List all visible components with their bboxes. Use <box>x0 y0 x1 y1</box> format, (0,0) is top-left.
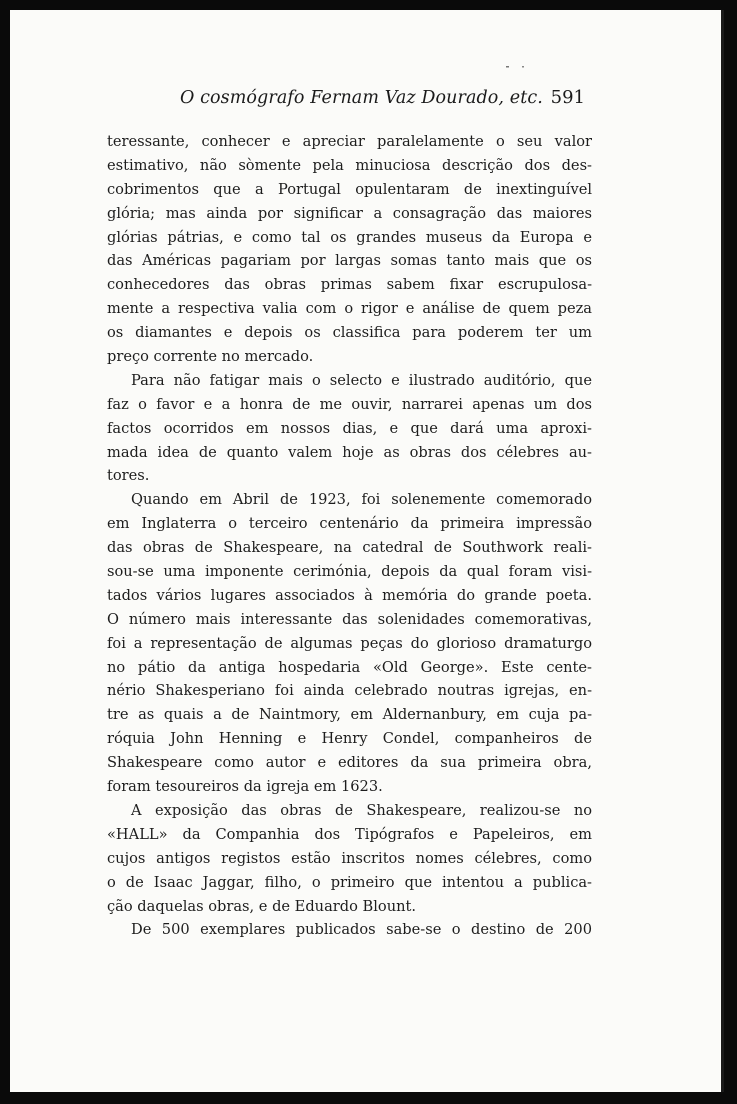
body-text <box>107 130 592 942</box>
text-line: os diamantes e depois os classifica para poderem ter um <box>107 324 592 342</box>
text-line: no pátio da antiga hospedaria «Old George». Este cente- <box>107 658 592 676</box>
text-line: foram tesoureiros da igreja em 1623. <box>107 778 383 796</box>
text-line: das Américas pagariam por largas somas tanto mais que os <box>107 252 592 270</box>
running-title: O cosmógrafo Fernam Vaz Dourado, etc. <box>180 88 543 108</box>
text-line: ção daquelas obras, e de Eduardo Blount. <box>107 897 416 915</box>
text-line: Para não fatigar mais o selecto e ilustrado auditório, que <box>131 371 592 389</box>
text-line: Shakespeare como autor e editores da sua primeira obra, <box>107 754 592 772</box>
text-line: teressante, conhecer e apreciar paralelamente o seu valor <box>107 133 592 150</box>
text-line: «HALL» da Companhia dos Tipógrafos e Papeleiros, em <box>107 825 592 843</box>
text-line: preço corrente no mercado. <box>107 348 314 366</box>
text-line: estimativo, não sòmente pela minuciosa descrição dos des- <box>107 156 592 174</box>
text-line: tre as quais a de Naintmory, em Aldernanbury, em cuja pa- <box>107 706 592 724</box>
text-line: mada idea de quanto valem hoje as obras dos célebres au- <box>107 443 592 461</box>
text-line: nério Shakesperiano foi ainda celebrado noutras igrejas, en- <box>107 682 592 700</box>
text-line: cujos antigos registos estão inscritos nomes célebres, como <box>107 849 592 867</box>
page-header <box>170 88 590 116</box>
text-line: glória; mas ainda por significar a consagração das maiores <box>107 204 592 222</box>
text-line: cobrimentos que a Portugal opulentaram de inextinguível <box>107 180 592 198</box>
text-line: foi a representação de algumas peças do glorioso dramaturgo <box>107 634 592 652</box>
text-line: A exposição das obras de Shakespeare, realizou-se no <box>131 801 592 819</box>
text-line: tados vários lugares associados à memória do grande poeta. <box>107 586 592 604</box>
text-line: das obras de Shakespeare, na catedral de Southwork reali- <box>107 539 592 557</box>
text-line: em Inglaterra o terceiro centenário da primeira impressão <box>107 515 592 533</box>
text-line: róquia John Henning e Henry Condel, companheiros de <box>107 730 592 748</box>
speck <box>522 66 524 68</box>
page-number: 591 <box>550 87 585 108</box>
text-line: mente a respectiva valia com o rigor e análise de quem peza <box>107 300 592 318</box>
text-line: o de Isaac Jaggar, filho, o primeiro que intentou a publica- <box>107 873 592 891</box>
text-line: Quando em Abril de 1923, foi solenemente comemorado <box>131 491 592 509</box>
text-line: O número mais interessante das solenidades comemorativas, <box>107 610 592 628</box>
text-line: sou-se uma imponente cerimónia, depois da qual foram visi- <box>107 563 592 581</box>
text-line: De 500 exemplares publicados sabe-se o destino de 200 <box>131 921 592 939</box>
text-line: faz o favor e a honra de me ouvir, narrarei apenas um dos <box>107 395 592 413</box>
text-line: tores. <box>107 467 150 485</box>
text-line: factos ocorridos em nossos dias, e que dará uma aproxi- <box>107 419 592 437</box>
text-line: glórias pátrias, e como tal os grandes museus da Europa e <box>107 228 592 246</box>
text-line: conhecedores das obras primas sabem fixar escrupulosa- <box>107 276 592 294</box>
speck <box>506 66 509 68</box>
scanned-page <box>10 10 724 1092</box>
